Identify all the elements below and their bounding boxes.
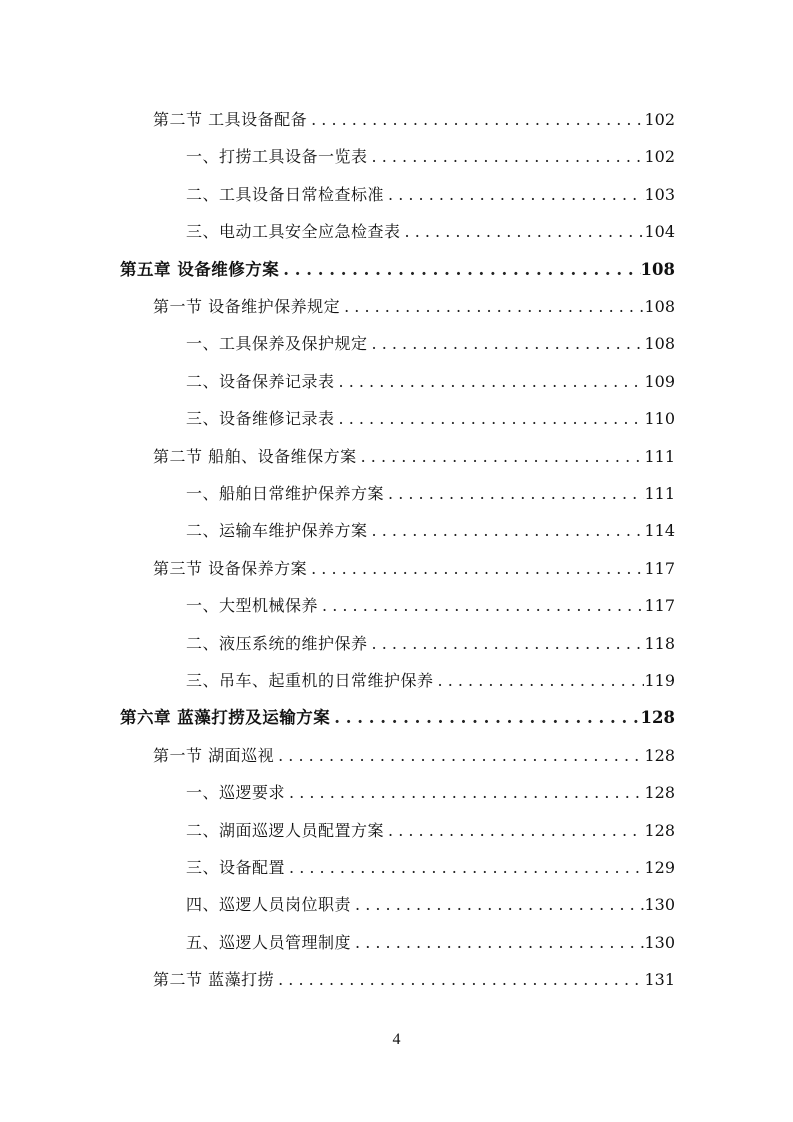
toc-entry[interactable] <box>186 587 675 624</box>
toc-entry[interactable] <box>186 886 675 923</box>
dot-leader <box>274 961 644 998</box>
toc-entry-title: 一、大型机械保养 <box>186 596 319 616</box>
toc-entry-chapter[interactable] <box>120 251 675 288</box>
toc-entry-page: 130 <box>644 932 675 952</box>
toc-entry-page: 114 <box>644 521 675 541</box>
toc-entry-title: 第二节 工具设备配备 <box>153 110 308 129</box>
dot-leader <box>335 400 645 437</box>
dot-leader <box>384 812 644 849</box>
toc-entry[interactable] <box>186 176 675 213</box>
dot-leader <box>307 101 644 138</box>
dot-leader <box>318 587 644 624</box>
toc-entry-title: 二、工具设备日常检查标准 <box>186 184 385 204</box>
toc-entry-page: 117 <box>644 596 675 616</box>
dot-leader <box>368 625 645 662</box>
dot-leader <box>384 475 644 512</box>
toc-entry[interactable] <box>153 101 675 138</box>
toc-entry[interactable] <box>186 662 675 699</box>
toc-entry-title: 二、液压系统的维护保养 <box>186 633 368 653</box>
toc-entry-title: 三、电动工具安全应急检查表 <box>186 222 401 242</box>
toc-entry[interactable] <box>153 550 675 587</box>
dot-leader <box>285 849 644 886</box>
toc-entry[interactable] <box>186 400 675 437</box>
dot-leader <box>330 699 640 736</box>
dot-leader <box>274 737 644 774</box>
toc-entry[interactable] <box>186 774 675 811</box>
toc-entry-page: 103 <box>644 184 675 204</box>
toc-entry-page: 119 <box>644 671 675 690</box>
toc-entry[interactable] <box>153 961 675 998</box>
toc-entry-page: 108 <box>644 334 675 354</box>
toc-entry-title: 三、设备维修记录表 <box>186 409 335 429</box>
toc-entry-title: 第六章 蓝藻打捞及运输方案 <box>120 708 331 728</box>
toc-entry-page: 111 <box>644 446 675 466</box>
toc-entry-title: 三、设备配置 <box>186 858 286 877</box>
toc-entry[interactable] <box>153 438 675 475</box>
dot-leader <box>368 325 645 362</box>
toc-entry-title: 二、湖面巡逻人员配置方案 <box>186 820 385 840</box>
toc-entry-title: 五、巡逻人员管理制度 <box>186 932 352 952</box>
dot-leader <box>384 176 644 213</box>
dot-leader <box>335 363 645 400</box>
toc-entry-page: 102 <box>644 147 675 167</box>
toc-entry[interactable] <box>153 288 675 325</box>
toc-entry-page: 128 <box>644 820 675 840</box>
toc-entry-page: 118 <box>644 633 675 653</box>
toc-entry-page: 104 <box>644 222 675 242</box>
dot-leader <box>307 550 644 587</box>
toc-entry-title: 一、打捞工具设备一览表 <box>186 147 368 167</box>
toc-entry-page: 131 <box>644 970 675 990</box>
dot-leader <box>279 251 640 288</box>
toc-entry[interactable] <box>186 213 675 250</box>
page-number: 4 <box>392 1031 401 1048</box>
toc-entry[interactable] <box>186 849 675 886</box>
toc-entry-page: 128 <box>644 745 675 765</box>
toc-entry-page: 128 <box>644 783 675 803</box>
toc-entry-page: 108 <box>640 259 675 279</box>
dot-leader <box>401 213 645 250</box>
toc-entry-page: 108 <box>644 297 675 316</box>
toc-entry[interactable] <box>186 924 675 961</box>
toc-entry-page: 111 <box>644 484 675 503</box>
toc-entry-title: 一、船舶日常维护保养方案 <box>186 484 385 503</box>
toc-entry[interactable] <box>186 812 675 849</box>
dot-leader <box>340 288 644 325</box>
toc-entry-title: 二、设备保养记录表 <box>186 371 335 391</box>
toc-entry-title: 三、吊车、起重机的日常维护保养 <box>186 671 434 690</box>
toc-entry[interactable] <box>186 325 675 362</box>
dot-leader <box>285 774 644 811</box>
toc-entry-page: 117 <box>644 558 675 578</box>
toc-entry-title: 一、工具保养及保护规定 <box>186 334 368 354</box>
dot-leader <box>351 886 644 923</box>
toc-entry-page: 109 <box>644 371 675 391</box>
dot-leader <box>357 438 645 475</box>
toc-entry-page: 102 <box>644 110 675 129</box>
toc-entry-title: 第二节 蓝藻打捞 <box>153 970 275 990</box>
toc-entry-title: 第一节 设备维护保养规定 <box>153 297 341 316</box>
toc-entry[interactable] <box>153 737 675 774</box>
toc-entry-title: 二、运输车维护保养方案 <box>186 521 368 541</box>
toc-entry[interactable] <box>186 138 675 175</box>
dot-leader <box>368 512 645 549</box>
toc-entry-title: 第三节 设备保养方案 <box>153 558 308 578</box>
toc-entry-title: 第五章 设备维修方案 <box>120 259 280 279</box>
toc-entry-title: 四、巡逻人员岗位职责 <box>186 895 352 915</box>
toc-entry[interactable] <box>186 512 675 549</box>
toc-entry[interactable] <box>186 475 675 512</box>
toc-entry[interactable] <box>186 625 675 662</box>
toc-entry-page: 130 <box>644 895 675 915</box>
toc-entry-page: 110 <box>644 409 675 429</box>
toc-entry-page: 128 <box>640 708 675 728</box>
dot-leader <box>368 138 645 175</box>
toc-entry-title: 一、巡逻要求 <box>186 783 286 803</box>
dot-leader <box>434 662 645 699</box>
toc-entry-page: 129 <box>644 858 675 877</box>
toc-entry-title: 第一节 湖面巡视 <box>153 745 275 765</box>
dot-leader <box>351 924 644 961</box>
toc-entry-title: 第二节 船舶、设备维保方案 <box>153 446 357 466</box>
toc-entry-chapter[interactable] <box>120 699 675 736</box>
toc-entry[interactable] <box>186 363 675 400</box>
